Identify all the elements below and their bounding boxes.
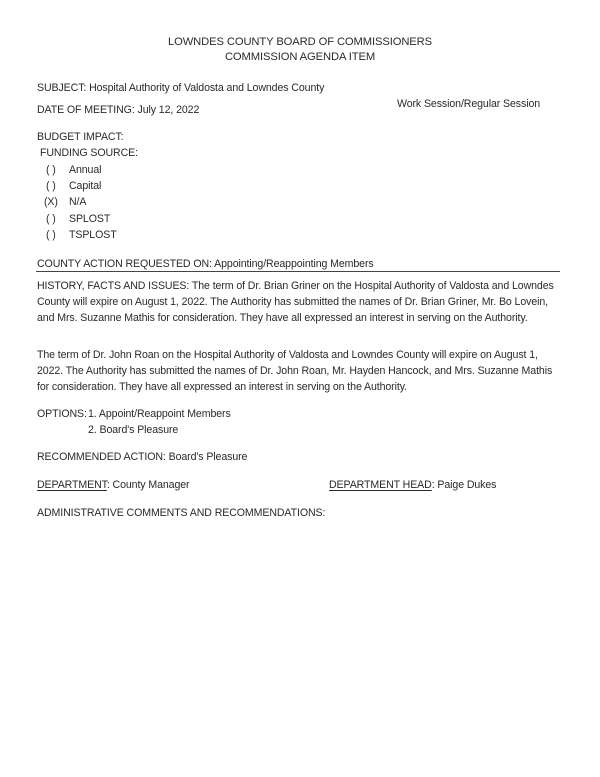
history-paragraph-2: The term of Dr. John Roan on the Hospital Authority of Valdosta and Lowndes County will expire on August 1, 2022. The Authority has submitted the names of Dr. John Roan, Mr. Hayden Hancock, and Mrs. Suzanne Mathis for consideration. They have all expressed an interest in serving on the Authority. [37, 349, 553, 394]
budget-impact-label: BUDGET IMPACT: [37, 131, 124, 143]
funding-option-label: Annual [69, 164, 102, 176]
section-divider [36, 271, 560, 272]
options-label: OPTIONS: [37, 408, 87, 420]
subject-label: SUBJECT: [37, 82, 87, 94]
option-item-2: 2. Board's Pleasure [88, 424, 179, 436]
session-type: Work Session/Regular Session [397, 98, 541, 110]
funding-checkbox-na: (X) [44, 196, 58, 208]
history-label: HISTORY, FACTS AND ISSUES: [37, 280, 190, 292]
recommended-action-label: RECOMMENDED ACTION: [37, 451, 166, 463]
funding-checkbox-splost: ( ) [46, 213, 56, 225]
meeting-date-label: DATE OF MEETING: [37, 104, 135, 116]
document-title: LOWNDES COUNTY BOARD OF COMMISSIONERS [168, 36, 432, 48]
department-head-line [329, 479, 496, 491]
funding-option-splost [46, 211, 110, 227]
funding-source-label: FUNDING SOURCE: [40, 147, 138, 159]
funding-option-tsplost [46, 227, 117, 243]
department-label: DEPARTMENT [37, 479, 107, 491]
department-line [37, 479, 189, 491]
meeting-date-value: July 12, 2022 [137, 104, 200, 116]
funding-option-label: TSPLOST [69, 229, 117, 241]
funding-option-na [44, 194, 86, 210]
recommended-action-value: Board's Pleasure [168, 451, 248, 463]
document-subtitle: COMMISSION AGENDA ITEM [224, 51, 376, 63]
county-action-value: Appointing/Reappointing Members [214, 258, 374, 270]
admin-comments-label: ADMINISTRATIVE COMMENTS AND RECOMMENDATIONS: [37, 507, 326, 519]
meeting-date-line [37, 104, 199, 116]
funding-checkbox-tsplost: ( ) [46, 229, 56, 241]
recommended-action-line [37, 451, 247, 463]
department-value: : County Manager [106, 479, 190, 491]
subject-line [37, 82, 324, 94]
county-action-label: COUNTY ACTION REQUESTED ON: [37, 258, 212, 270]
history-paragraph-1 [37, 278, 565, 327]
department-head-value: : Paige Dukes [431, 479, 497, 491]
funding-option-capital [46, 178, 101, 194]
county-action-line [37, 258, 374, 270]
department-head-label: DEPARTMENT HEAD [329, 479, 432, 491]
subject-value: Hospital Authority of Valdosta and Lowndes County [89, 82, 325, 94]
funding-option-label: N/A [69, 196, 87, 208]
option-item-1: 1. Appoint/Reappoint Members [88, 408, 231, 420]
funding-checkbox-capital: ( ) [46, 180, 56, 192]
funding-checkbox-annual: ( ) [46, 164, 56, 176]
funding-option-label: Capital [69, 180, 102, 192]
funding-option-annual [46, 162, 101, 178]
funding-option-label: SPLOST [69, 213, 111, 225]
history-text-1: The term of Dr. Brian Griner on the Hospital Authority of Valdosta and Lowndes County will expire on August 1, 2022. The Authority has submitted the names of Dr. Brian Griner, Mr. Bo Lovein, and Mrs. Suzanne Mathis for consideration. They have all expressed an interest in serving on the Authority. [37, 280, 554, 325]
